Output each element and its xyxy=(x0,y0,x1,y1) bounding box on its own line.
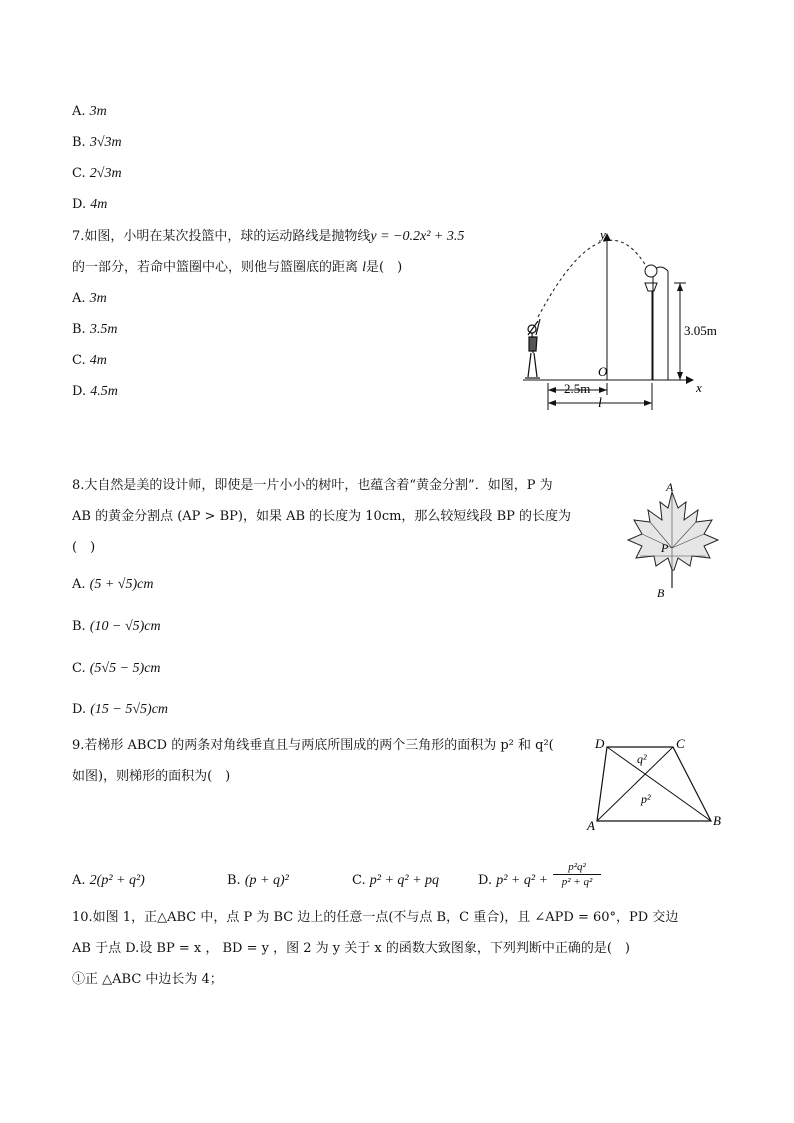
height-arrow-down-icon xyxy=(677,372,683,380)
q6-option-a[interactable]: A. 3m xyxy=(72,104,107,119)
q6-option-d[interactable]: D. 4m xyxy=(72,197,108,212)
q8-option-d[interactable]: D. (15 − 5√5)cm xyxy=(72,702,169,717)
dist-2-5-label: 2.5m xyxy=(564,381,591,396)
height-arrow-up-icon xyxy=(677,283,683,291)
x-axis-arrow-icon xyxy=(686,376,694,384)
area-p2-label: p² xyxy=(641,792,651,806)
q8-line2: AB 的黄金分割点 (AP > BP)，如果 AB 的长度为 10cm，那么较短线段 BP 的长度为 xyxy=(72,509,571,524)
q7-stem-line1: 7.如图，小明在某次投篮中，球的运动路线是抛物线y = −0.2x² + 3.5 xyxy=(72,229,465,244)
q10-line1: 10.如图 1，正△ABC 中，点 P 为 BC 边上的任意一点(不与点 B，C 重合)，且 ∠APD = 60°，PD 交边 xyxy=(72,910,679,925)
q7-option-a[interactable]: A. 3m xyxy=(72,291,107,306)
vertex-c-label: C xyxy=(676,736,685,751)
q9-option-d-fraction xyxy=(553,860,601,889)
q10-line2: AB 于点 D.设 BP = x ， BD = y ，图 2 为 y 关于 x 的函数大致图象，下列判断中正确的是( ) xyxy=(72,941,630,956)
q8-option-c[interactable]: C. (5√5 − 5)cm xyxy=(72,661,161,676)
vertex-b-label: B xyxy=(713,813,721,828)
q6-option-b[interactable]: B. 3√3m xyxy=(72,135,122,150)
q9-option-c[interactable]: C. p² + q² + pq xyxy=(352,873,440,888)
vertex-d-label: D xyxy=(595,736,605,751)
q8-line1: 8.大自然是美的设计师，即使是一片小小的树叶，也蕴含着“黄金分割”．如图，P 为 xyxy=(72,478,553,493)
fraction-numerator: p²q² xyxy=(553,860,601,875)
q10-line3: ①正 △ABC 中边长为 4； xyxy=(72,972,223,987)
vertex-a-label: A xyxy=(587,818,595,833)
x-axis-label: x xyxy=(696,380,702,395)
q9-line1: 9.若梯形 ABCD 的两条对角线垂直且与两底所围成的两个三角形的面积为 p² 和 q²( xyxy=(72,738,554,753)
q9-figure xyxy=(585,733,725,833)
maple-leaf-icon xyxy=(628,492,718,570)
fraction-denominator: p² + q² xyxy=(561,876,593,888)
q9-option-a[interactable]: A. 2(p² + q²) xyxy=(72,873,145,888)
origin-label: O xyxy=(598,364,608,379)
trapezoid-abcd xyxy=(597,747,711,821)
q7-figure xyxy=(518,225,718,415)
q8-figure xyxy=(620,478,725,604)
q8-option-b[interactable]: B. (10 − √5)cm xyxy=(72,619,161,634)
ball-trajectory xyxy=(538,240,650,317)
q7-option-c[interactable]: C. 4m xyxy=(72,353,107,368)
point-a-label: A xyxy=(666,480,674,494)
basket-stand xyxy=(645,265,668,380)
diagonal-ac xyxy=(597,747,673,821)
q7-equation: y = −0.2x² + 3.5 xyxy=(370,229,465,244)
area-q2-label: q² xyxy=(637,752,647,766)
q8-option-a[interactable]: A. (5 + √5)cm xyxy=(72,577,154,592)
q6-option-c[interactable]: C. 2√3m xyxy=(72,166,122,181)
q9-option-b[interactable]: B. (p + q)² xyxy=(227,873,289,888)
player-icon xyxy=(525,319,540,378)
y-axis-label: y xyxy=(600,227,606,242)
diagonal-bd xyxy=(607,747,711,821)
q7-stem-line2: 的一部分，若命中篮圈中心，则他与篮圈底的距离 l是( ) xyxy=(72,260,403,275)
q7-option-b[interactable]: B. 3.5m xyxy=(72,322,118,337)
point-b-label: B xyxy=(657,586,665,600)
q9-line2: 如图)，则梯形的面积为( ) xyxy=(72,769,231,784)
q7-option-d[interactable]: D. 4.5m xyxy=(72,384,118,399)
height-label: 3.05m xyxy=(684,323,717,338)
point-p-label: P xyxy=(661,541,669,555)
q8-line3: ( ) xyxy=(72,540,96,555)
q9-option-d[interactable]: D. p² + q² + xyxy=(478,873,549,888)
dist-l-label: l xyxy=(598,396,602,411)
